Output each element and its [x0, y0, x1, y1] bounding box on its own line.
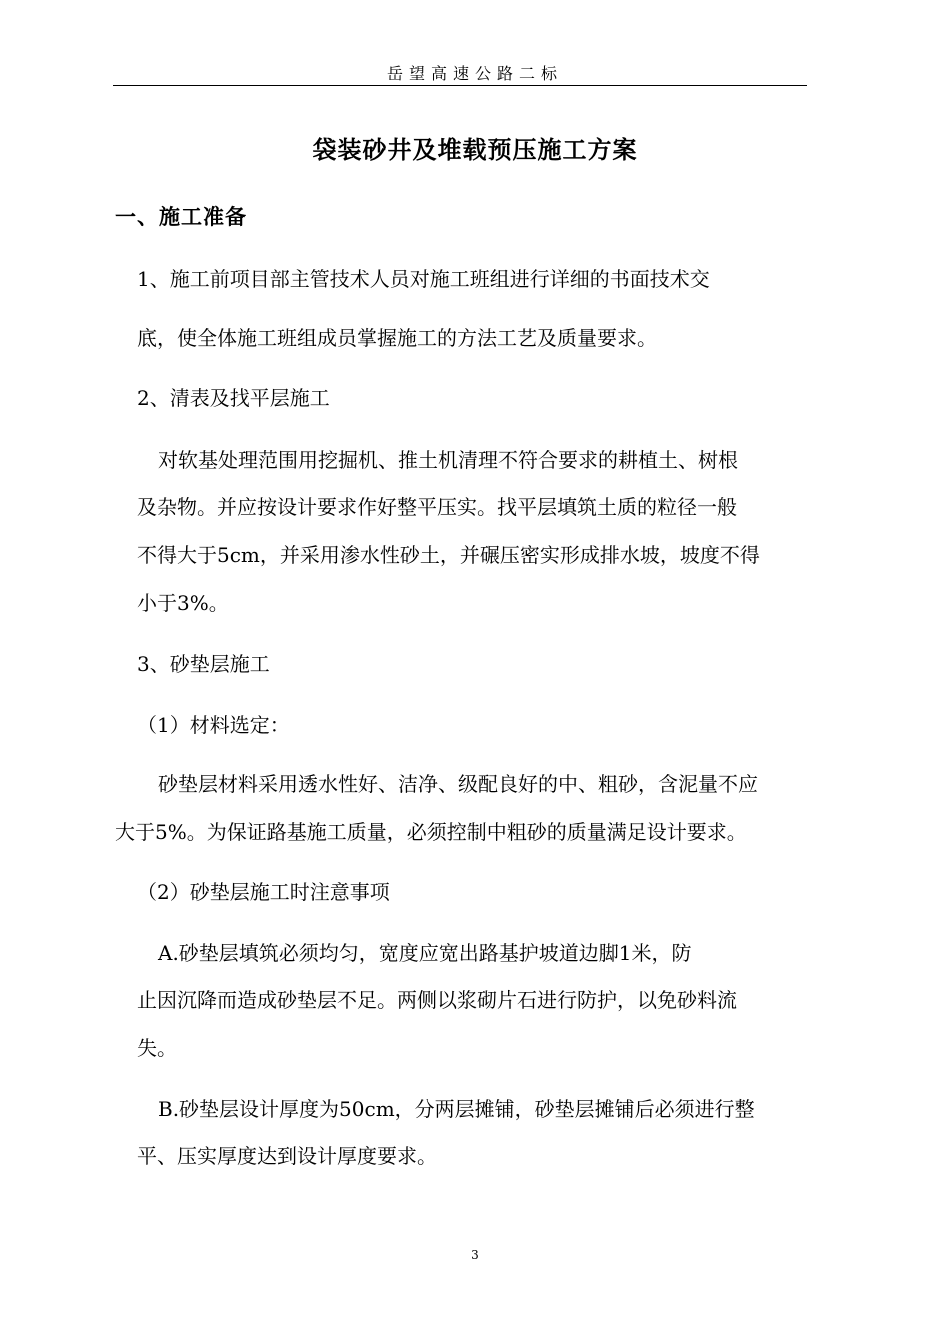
- item2-paragraph-line1: 对软基处理范围用挖掘机、推土机清理不符合要求的耕植土、树根: [158, 448, 738, 472]
- item3-sub1-paragraph-line1: 砂垫层材料采用透水性好、洁净、级配良好的中、粗砂，含泥量不应: [158, 772, 758, 796]
- item3-sub1-heading: （1）材料选定：: [137, 713, 290, 737]
- item3-a-line1: A.砂垫层填筑必须均匀，宽度应宽出路基护坡道边脚1米，防: [158, 941, 692, 965]
- item3-a-line3: 失。: [137, 1036, 177, 1060]
- item3-b-line1: B.砂垫层设计厚度为50cm，分两层摊铺，砂垫层摊铺后必须进行整: [158, 1097, 755, 1121]
- item3-b-line2: 平、压实厚度达到设计厚度要求。: [137, 1144, 437, 1168]
- page-number: 3: [471, 1248, 479, 1262]
- item1-line1: 1、施工前项目部主管技术人员对施工班组进行详细的书面技术交: [137, 267, 710, 291]
- running-header: 岳望高速公路二标: [386, 64, 563, 83]
- item3-sub2-heading: （2）砂垫层施工时注意事项: [137, 880, 390, 904]
- header-rule: [113, 85, 807, 86]
- item3-a-line2: 止因沉降而造成砂垫层不足。两侧以浆砌片石进行防护，以免砂料流: [137, 988, 737, 1012]
- item2-paragraph-line4: 小于3%。: [137, 591, 229, 615]
- item2-paragraph-line3: 不得大于5cm，并采用渗水性砂土，并碾压密实形成排水坡，坡度不得: [137, 543, 760, 567]
- document-title: 袋装砂井及堆载预压施工方案: [312, 135, 638, 164]
- item3-heading: 3、砂垫层施工: [137, 652, 270, 676]
- item1-line2: 底，使全体施工班组成员掌握施工的方法工艺及质量要求。: [137, 326, 657, 350]
- item2-paragraph-line2: 及杂物。并应按设计要求作好整平压实。找平层填筑土质的粒径一般: [137, 495, 737, 519]
- item3-sub1-paragraph-line2: 大于5%。为保证路基施工质量，必须控制中粗砂的质量满足设计要求。: [115, 820, 747, 844]
- section-heading-preparation: 一、施工准备: [115, 204, 247, 229]
- item2-heading: 2、清表及找平层施工: [137, 386, 330, 410]
